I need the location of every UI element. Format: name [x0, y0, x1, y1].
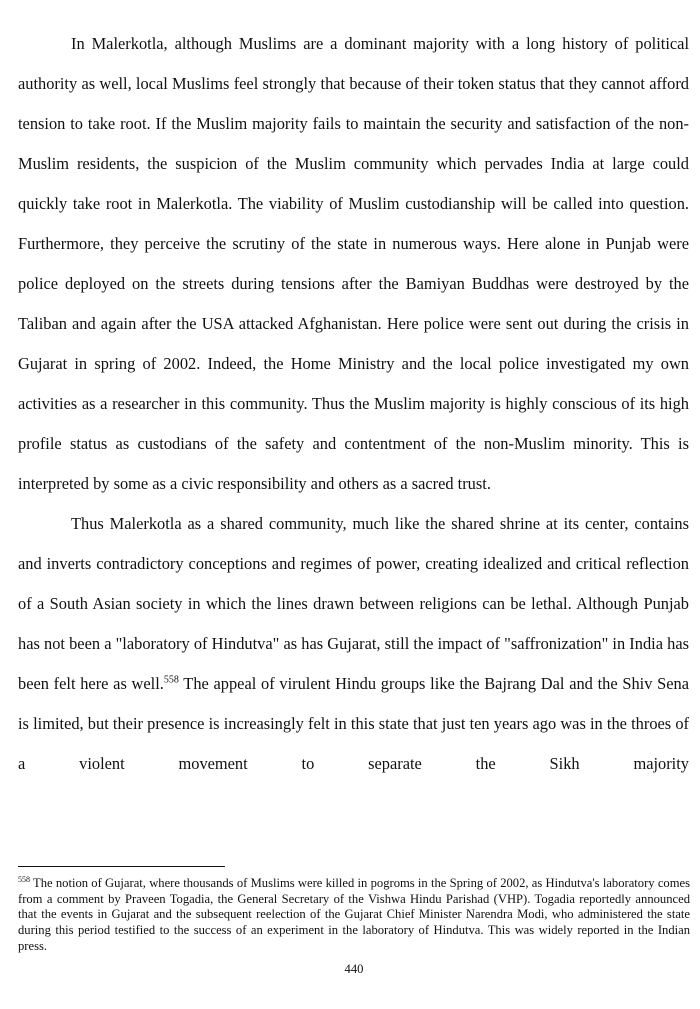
- body-text: [18, 24, 689, 784]
- paragraph-2-text-after-note: The appeal of virulent Hindu groups like the Bajrang Dal and the Shiv Sena is limited, but their presence is increasingly felt in this state that just ten years ago was in the throes of a violent movement to separate the Sikh majority: [18, 674, 689, 773]
- paragraph-2: [18, 504, 689, 784]
- paragraph-1-text: In Malerkotla, although Muslims are a dominant majority with a long history of political authority as well, local Muslims feel strongly that because of their token status that they cannot afford tension to take root. If the Muslim majority fails to maintain the security and satisfaction of the non-Muslim residents, the suspicion of the Muslim community which pervades India at large could quickly take root in Malerkotla. The viability of Muslim custodianship will be called into question. Furthermore, they perceive the scrutiny of the state in numerous ways. Here alone in Punjab were police deployed on the streets during tensions after the Bamiyan Buddhas were destroyed by the Taliban and again after the USA attacked Afghanistan. Here police were sent out during the crisis in Gujarat in spring of 2002. Indeed, the Home Ministry and the local police investigated my own activities as a researcher in this community. Thus the Muslim majority is highly conscious of its high profile status as custodians of the safety and contentment of the non-Muslim minority. This is interpreted by some as a civic responsibility and others as a sacred trust.: [18, 34, 689, 493]
- footnote-separator: [18, 866, 225, 867]
- paragraph-2-text-before-note: Thus Malerkotla as a shared community, much like the shared shrine at its center, contains and inverts contradictory conceptions and regimes of power, creating idealized and critical reflection of a South Asian society in which the lines drawn between religions can be lethal. Although Punjab has not been a "laboratory of Hindutva" as has Gujarat, still the impact of "saffronization" in India has been felt here as well.: [18, 514, 689, 693]
- footnote: [18, 876, 690, 955]
- page-number: 440: [344, 962, 364, 976]
- footnote-text: The notion of Gujarat, where thousands of Muslims were killed in pogroms in the Spring of 2002, as Hindutva's laboratory comes from a comment by Praveen Togadia, the General Secretary of the Vishwa Hindu Parishad (VHP). Togadia reportedly announced that the events in Gujarat and the subsequent reelection of the Gujarat Chief Minister Narendra Modi, who administered the state during this period testified to the success of an experiment in the laboratory of Hindutva. This was widely reported in the Indian press.: [18, 876, 690, 953]
- footnote-reference[interactable]: 558: [163, 674, 179, 686]
- footnote-number: 558: [18, 874, 30, 884]
- paragraph-1: [18, 24, 689, 504]
